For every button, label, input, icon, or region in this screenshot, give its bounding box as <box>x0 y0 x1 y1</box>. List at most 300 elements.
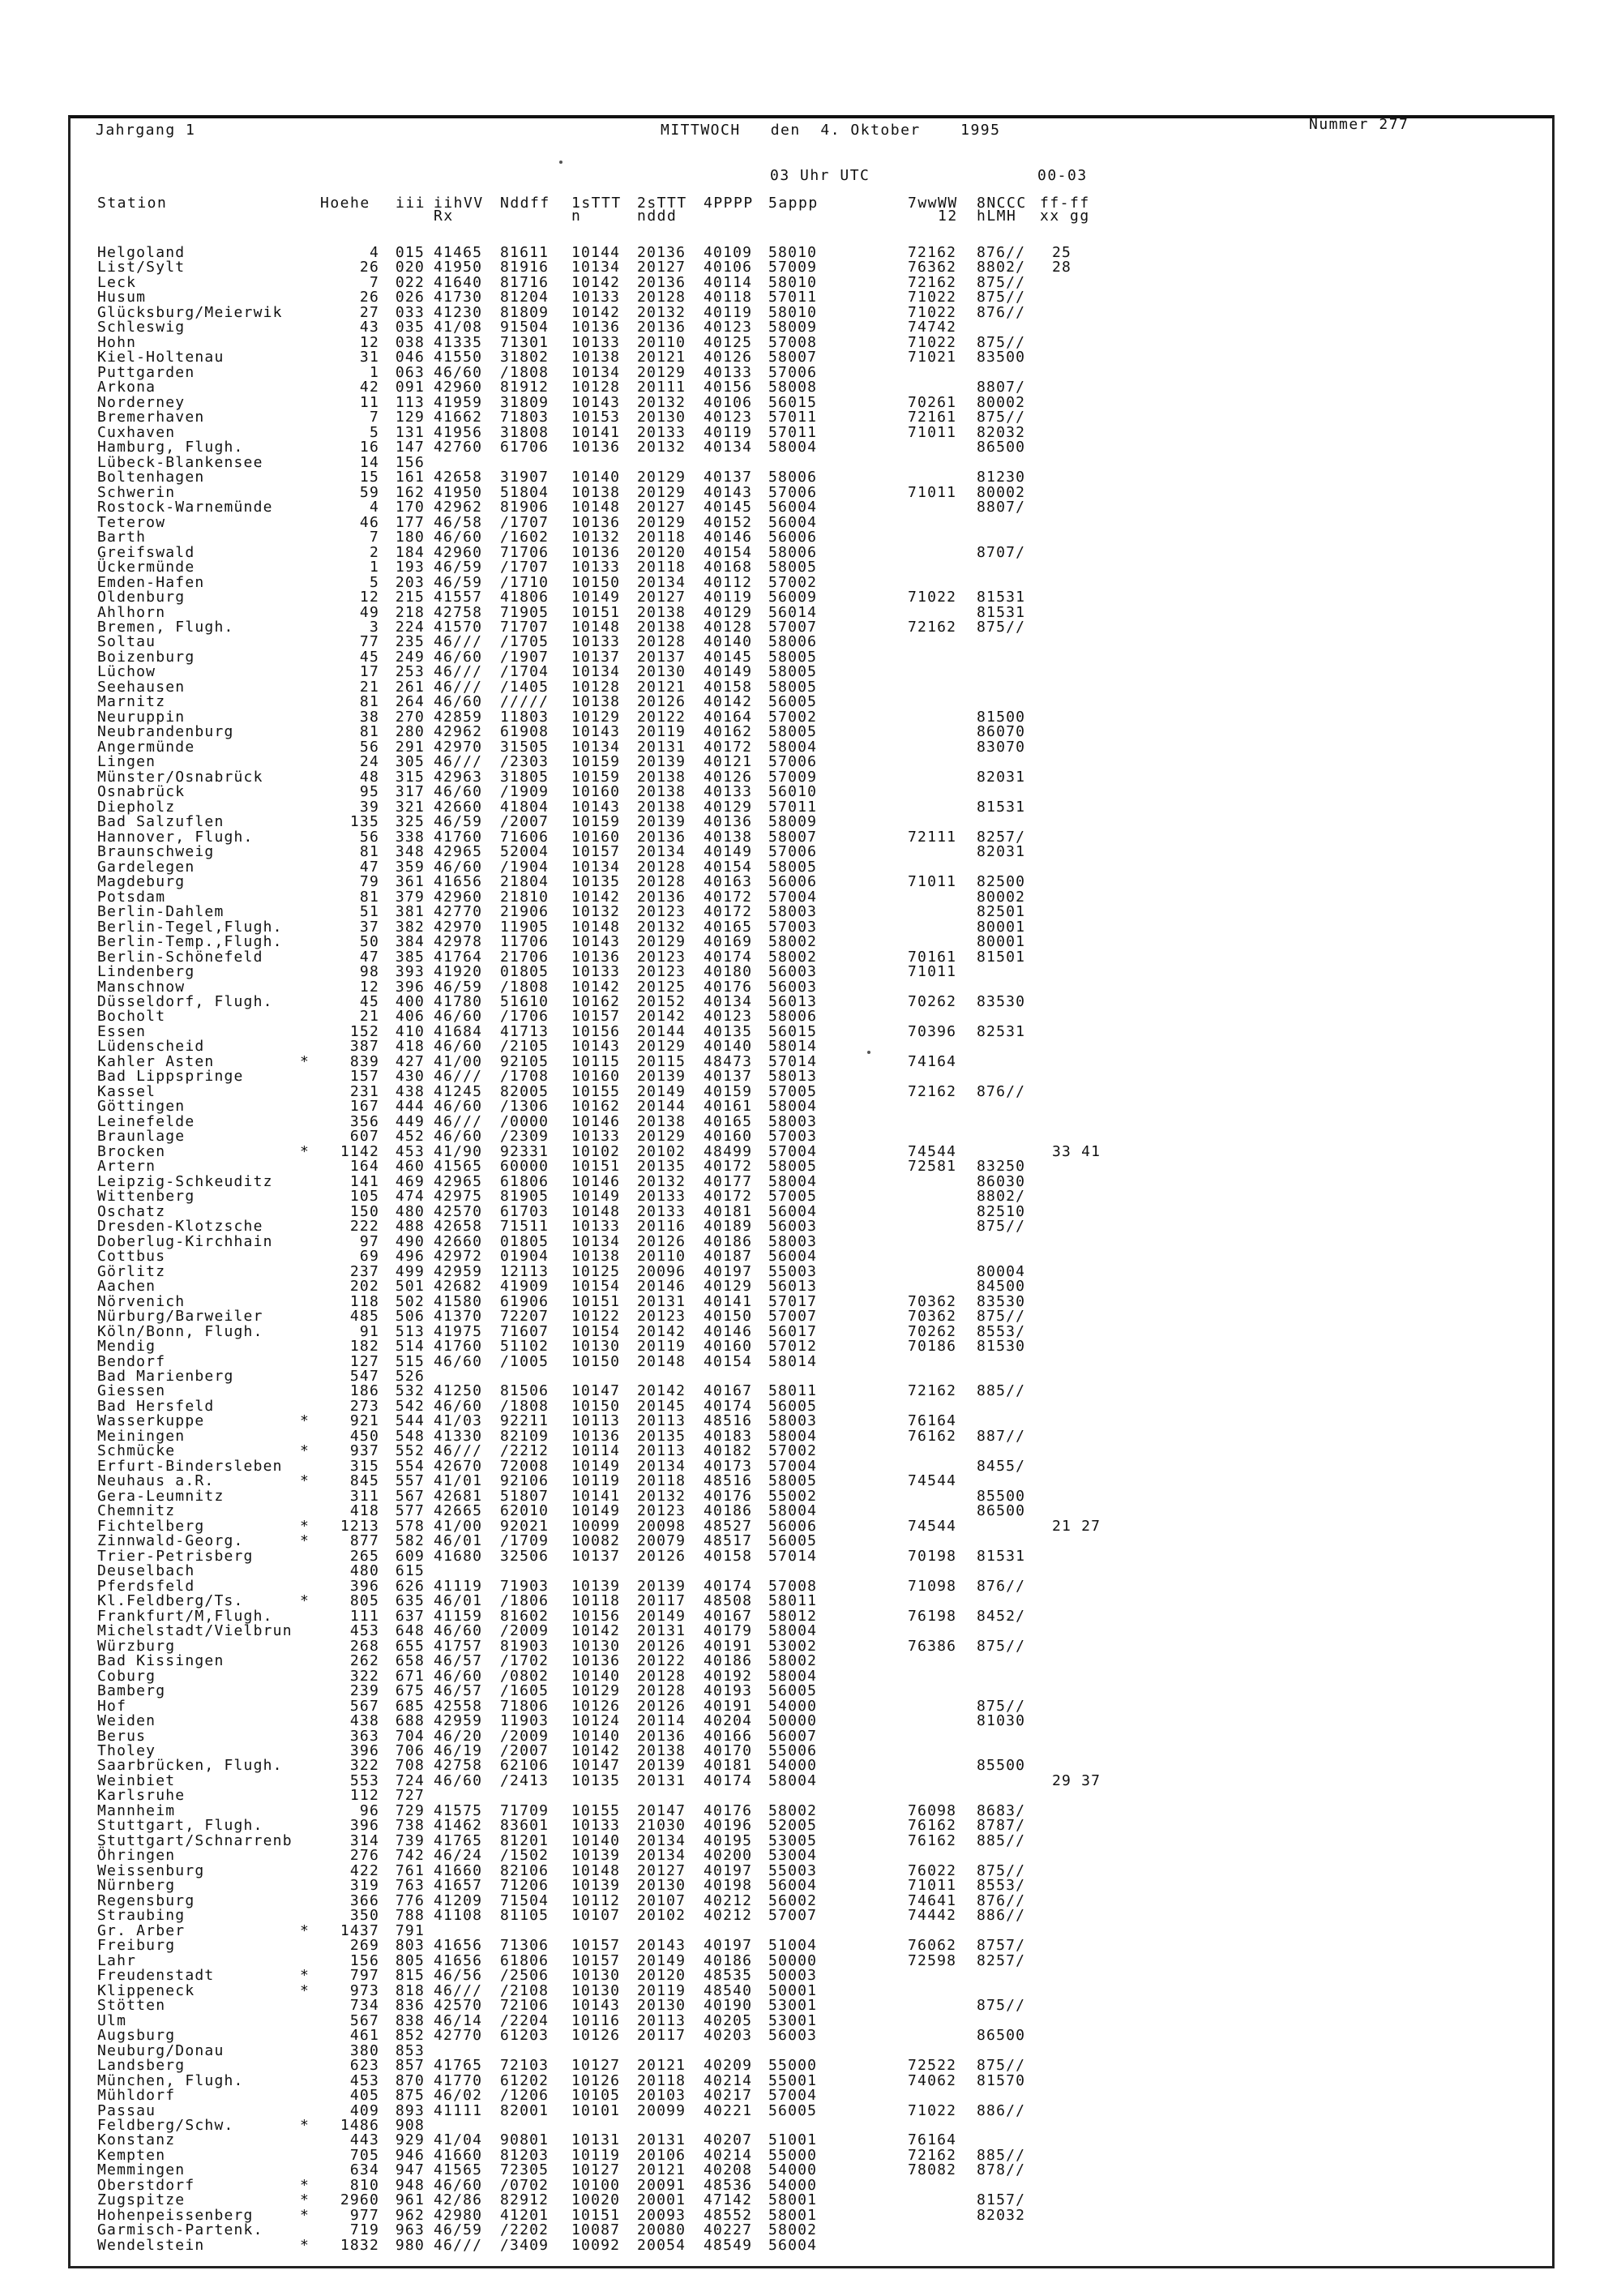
station-height: 3 <box>369 619 379 636</box>
group-5appp: 56007 <box>768 1727 818 1745</box>
group-1sttt: 10140 <box>571 1831 621 1849</box>
station-name: Kassel <box>97 1082 156 1100</box>
issue-number: Nummer 277 <box>1309 116 1409 133</box>
station-id: 317 <box>395 783 425 801</box>
group-1sttt: 10107 <box>571 1907 621 1925</box>
group-7wwww: 71022 <box>908 303 957 321</box>
station-id: 761 <box>395 1861 425 1879</box>
group-nddff: 71301 <box>500 333 550 351</box>
group-1sttt: 10146 <box>571 1172 621 1190</box>
group-4pppp: 40179 <box>704 1622 753 1640</box>
group-nddff: ///// <box>500 693 550 711</box>
group-1sttt: 10144 <box>571 244 621 261</box>
group-nddff: 72008 <box>500 1457 550 1475</box>
group-4pppp: 40125 <box>704 333 753 351</box>
group-2sttt: 20131 <box>637 1622 686 1640</box>
station-name: Oldenburg <box>97 589 186 606</box>
group-nddff: 82912 <box>500 2191 550 2209</box>
station-name: Berlin-Temp.,Flugh. <box>97 933 283 951</box>
group-5appp: 56005 <box>768 1682 818 1700</box>
station-id: 015 <box>395 244 425 261</box>
group-nddff: 01904 <box>500 1248 550 1266</box>
group-iihvv: 41920 <box>434 963 483 981</box>
group-7wwww: 70261 <box>908 393 957 411</box>
group-nddff: /1005 <box>500 1352 550 1370</box>
group-nddff: 51807 <box>500 1487 550 1505</box>
group-2sttt: 20130 <box>637 409 686 426</box>
station-id: 393 <box>395 963 425 981</box>
group-nddff: 61703 <box>500 1202 550 1220</box>
group-1sttt: 10099 <box>571 1517 621 1535</box>
group-iihvv: 41660 <box>434 2146 483 2164</box>
group-nddff: 81916 <box>500 259 550 276</box>
station-height: 11 <box>359 393 379 411</box>
group-8nccc: 875// <box>977 1218 1026 1236</box>
group-5appp: 57011 <box>768 423 818 441</box>
station-height: 797 <box>349 1967 379 1985</box>
group-8nccc: 86070 <box>977 723 1026 741</box>
group-7wwww: 72162 <box>908 244 957 261</box>
group-iihvv: 42959 <box>434 1262 483 1280</box>
group-iihvv: 41959 <box>434 393 483 411</box>
station-name: Lüchow <box>97 663 156 681</box>
group-iihvv: 46/// <box>434 2236 483 2254</box>
group-2sttt: 20142 <box>637 1322 686 1340</box>
group-iihvv: 41/01 <box>434 1472 483 1490</box>
group-8nccc: 81531 <box>977 1547 1026 1565</box>
group-7wwww: 71011 <box>908 423 957 441</box>
station-name: Hannover, Flugh. <box>97 828 254 846</box>
group-1sttt: 10092 <box>571 2236 621 2254</box>
station-name: Barth <box>97 529 147 546</box>
group-4pppp: 40165 <box>704 1112 753 1130</box>
group-5appp: 54000 <box>768 1757 818 1775</box>
station-name: Braunlage <box>97 1128 186 1146</box>
station-id: 046 <box>395 349 425 366</box>
group-5appp: 58013 <box>768 1068 818 1086</box>
group-4pppp: 40160 <box>704 1128 753 1146</box>
group-2sttt: 20134 <box>637 1457 686 1475</box>
group-nddff: /0000 <box>500 1112 550 1130</box>
group-5appp: 58001 <box>768 2191 818 2209</box>
group-4pppp: 40189 <box>704 1218 753 1236</box>
station-id: 224 <box>395 619 425 636</box>
col-nddff: Nddff <box>500 195 550 212</box>
group-5appp: 58012 <box>768 1607 818 1625</box>
group-5appp: 53002 <box>768 1637 818 1655</box>
col-1sttt: 1sTTT n <box>571 195 622 225</box>
group-2sttt: 20126 <box>637 693 686 711</box>
group-8nccc: 81531 <box>977 798 1026 816</box>
group-2sttt: 20110 <box>637 1248 686 1266</box>
group-iihvv: 42972 <box>434 1248 483 1266</box>
station-id: 474 <box>395 1188 425 1206</box>
group-4pppp: 40140 <box>704 633 753 651</box>
group-nddff: 72207 <box>500 1308 550 1326</box>
group-nddff: 61706 <box>500 439 550 456</box>
group-8nccc: 83070 <box>977 738 1026 756</box>
group-iihvv: 41550 <box>434 349 483 366</box>
group-5appp: 58006 <box>768 543 818 561</box>
group-1sttt: 10126 <box>571 2027 621 2045</box>
group-iihvv: 42758 <box>434 603 483 621</box>
station-height: 937 <box>349 1442 379 1460</box>
group-4pppp: 40214 <box>704 2071 753 2089</box>
station-name: Bad Hersfeld <box>97 1397 215 1415</box>
station-height: 186 <box>349 1382 379 1400</box>
station-name: Kl.Feldberg/Ts. <box>97 1592 244 1610</box>
station-height: 719 <box>349 2221 379 2239</box>
group-8nccc: 81501 <box>977 948 1026 966</box>
group-nddff: 51102 <box>500 1338 550 1356</box>
group-2sttt: 20126 <box>637 1637 686 1655</box>
group-iihvv: 42681 <box>434 1487 483 1505</box>
group-nddff: /1904 <box>500 858 550 876</box>
group-2sttt: 20132 <box>637 439 686 456</box>
station-id: 381 <box>395 903 425 921</box>
group-8nccc: 81530 <box>977 1338 1026 1356</box>
station-name: Greifswald <box>97 543 195 561</box>
group-5appp: 58003 <box>768 1112 818 1130</box>
station-name: Schmücke <box>97 1442 176 1460</box>
group-iihvv: 42965 <box>434 843 483 861</box>
group-4pppp: 40121 <box>704 753 753 771</box>
group-ff: 28 <box>1052 259 1072 276</box>
group-7wwww: 76062 <box>908 1937 957 1955</box>
station-height: 366 <box>349 1891 379 1909</box>
station-name: Nörvenich <box>97 1292 186 1310</box>
station-id: 410 <box>395 1022 425 1040</box>
group-1sttt: 10153 <box>571 409 621 426</box>
group-iihvv: 46/02 <box>434 2087 483 2105</box>
group-8nccc: 80002 <box>977 888 1026 906</box>
mountain-marker: * <box>300 2191 310 2209</box>
station-id: 033 <box>395 303 425 321</box>
group-5appp: 57007 <box>768 1308 818 1326</box>
group-nddff: 71607 <box>500 1322 550 1340</box>
station-height: 59 <box>359 483 379 501</box>
group-1sttt: 10133 <box>571 289 621 306</box>
group-2sttt: 20054 <box>637 2236 686 2254</box>
station-name: Wendelstein <box>97 2236 205 2254</box>
station-height: 81 <box>359 843 379 861</box>
group-nddff: 61906 <box>500 1292 550 1310</box>
group-1sttt: 10147 <box>571 1382 621 1400</box>
group-1sttt: 10143 <box>571 393 621 411</box>
station-id: 488 <box>395 1218 425 1236</box>
group-iihvv: 41956 <box>434 423 483 441</box>
group-7wwww: 71011 <box>908 483 957 501</box>
station-height: 4 <box>369 244 379 261</box>
group-nddff: /3409 <box>500 2236 550 2254</box>
station-name: Leinefelde <box>97 1112 195 1130</box>
station-id: 203 <box>395 573 425 591</box>
group-1sttt: 10156 <box>571 1607 621 1625</box>
group-5appp: 58004 <box>768 1427 818 1445</box>
group-iihvv: 42978 <box>434 933 483 951</box>
group-7wwww: 72162 <box>908 2146 957 2164</box>
group-nddff: 71707 <box>500 619 550 636</box>
station-id: 406 <box>395 1008 425 1026</box>
group-1sttt: 10160 <box>571 1068 621 1086</box>
group-iihvv: 42570 <box>434 1202 483 1220</box>
mountain-marker: * <box>300 1142 310 1160</box>
group-8nccc: 8553/ <box>977 1322 1026 1340</box>
station-id: 305 <box>395 753 425 771</box>
station-id: 557 <box>395 1472 425 1490</box>
station-name: Manschnow <box>97 978 186 996</box>
group-7wwww: 74164 <box>908 1052 957 1070</box>
station-name: Neubrandenburg <box>97 723 234 741</box>
station-name: Frankfurt/M,Flugh. <box>97 1607 273 1625</box>
station-id: 554 <box>395 1457 425 1475</box>
station-id: 325 <box>395 813 425 831</box>
group-iihvv: 42665 <box>434 1502 483 1520</box>
station-name: Glücksburg/Meierwik <box>97 303 283 321</box>
station-id: 609 <box>395 1547 425 1565</box>
group-2sttt: 20138 <box>637 783 686 801</box>
group-5appp: 57006 <box>768 753 818 771</box>
group-nddff: /1206 <box>500 2087 550 2105</box>
group-4pppp: 40134 <box>704 439 753 456</box>
group-nddff: /1605 <box>500 1682 550 1700</box>
group-2sttt: 20138 <box>637 798 686 816</box>
group-nddff: 41909 <box>500 1278 550 1296</box>
group-nddff: /2108 <box>500 1981 550 1999</box>
group-1sttt: 10119 <box>571 2146 621 2164</box>
group-2sttt: 20139 <box>637 753 686 771</box>
station-height: 37 <box>359 918 379 936</box>
group-7wwww: 74062 <box>908 2071 957 2089</box>
station-height: 26 <box>359 289 379 306</box>
station-id: 929 <box>395 2131 425 2149</box>
group-5appp: 56004 <box>768 499 818 516</box>
group-4pppp: 40156 <box>704 379 753 396</box>
station-name: Ulm <box>97 2011 127 2029</box>
group-1sttt: 10159 <box>571 753 621 771</box>
station-name: Stuttgart, Flugh. <box>97 1817 263 1835</box>
group-4pppp: 40176 <box>704 978 753 996</box>
station-id: 131 <box>395 423 425 441</box>
group-iihvv: 42660 <box>434 798 483 816</box>
station-name: Angermünde <box>97 738 195 756</box>
group-4pppp: 40137 <box>704 469 753 486</box>
station-height: 127 <box>349 1352 379 1370</box>
group-1sttt: 10154 <box>571 1322 621 1340</box>
station-height: 363 <box>349 1727 379 1745</box>
station-id: 384 <box>395 933 425 951</box>
group-2sttt: 20080 <box>637 2221 686 2239</box>
station-id: 129 <box>395 409 425 426</box>
station-height: 47 <box>359 858 379 876</box>
station-height: 311 <box>349 1487 379 1505</box>
station-name: Leck <box>97 273 137 291</box>
group-nddff: 41201 <box>500 2206 550 2224</box>
group-nddff: /1405 <box>500 678 550 696</box>
group-5appp: 58004 <box>768 1502 818 1520</box>
group-2sttt: 20138 <box>637 619 686 636</box>
group-nddff: 82005 <box>500 1082 550 1100</box>
station-name: Bad Salzuflen <box>97 813 225 831</box>
group-4pppp: 40145 <box>704 499 753 516</box>
group-5appp: 51001 <box>768 2131 818 2149</box>
group-4pppp: 40176 <box>704 1487 753 1505</box>
station-name: Regensburg <box>97 1891 195 1909</box>
group-2sttt: 20129 <box>637 1038 686 1056</box>
station-name: Saarbrücken, Flugh. <box>97 1757 283 1775</box>
group-1sttt: 10130 <box>571 1981 621 1999</box>
group-2sttt: 20119 <box>637 1338 686 1356</box>
station-name: Hohenpeissenberg <box>97 2206 254 2224</box>
group-nddff: 82109 <box>500 1427 550 1445</box>
station-name: Köln/Bonn, Flugh. <box>97 1322 263 1340</box>
group-1sttt: 10138 <box>571 1248 621 1266</box>
group-8nccc: 8683/ <box>977 1801 1026 1819</box>
station-name: Gardelegen <box>97 858 195 876</box>
station-height: 12 <box>359 333 379 351</box>
group-7wwww: 70161 <box>908 948 957 966</box>
col-station: Station <box>97 195 168 212</box>
group-8nccc: 8257/ <box>977 828 1026 846</box>
group-5appp: 50000 <box>768 1712 818 1730</box>
station-height: 380 <box>349 2041 379 2059</box>
group-5appp: 56015 <box>768 393 818 411</box>
group-5appp: 57004 <box>768 2087 818 2105</box>
group-8nccc: 886// <box>977 2101 1026 2119</box>
group-1sttt: 10148 <box>571 918 621 936</box>
group-iihvv: 46/60 <box>434 529 483 546</box>
group-2sttt: 20142 <box>637 1008 686 1026</box>
station-id: 836 <box>395 1997 425 2015</box>
group-4pppp: 40217 <box>704 2087 753 2105</box>
group-4pppp: 40181 <box>704 1757 753 1775</box>
group-5appp: 57017 <box>768 1292 818 1310</box>
station-height: 877 <box>349 1532 379 1550</box>
group-5appp: 56013 <box>768 1278 818 1296</box>
group-7wwww: 70186 <box>908 1338 957 1356</box>
group-nddff: 92021 <box>500 1517 550 1535</box>
group-iihvv: 46/24 <box>434 1847 483 1865</box>
group-2sttt: 20127 <box>637 499 686 516</box>
group-iihvv: 46/60 <box>434 1008 483 1026</box>
group-nddff: 72305 <box>500 2161 550 2179</box>
group-2sttt: 20130 <box>637 1877 686 1895</box>
group-iihvv: 41770 <box>434 2071 483 2089</box>
station-id: 147 <box>395 439 425 456</box>
group-2sttt: 20113 <box>637 1412 686 1430</box>
group-1sttt: 10142 <box>571 303 621 321</box>
group-2sttt: 20125 <box>637 978 686 996</box>
group-1sttt: 10134 <box>571 738 621 756</box>
group-1sttt: 10133 <box>571 1817 621 1835</box>
group-7wwww: 71021 <box>908 349 957 366</box>
group-4pppp: 40150 <box>704 1308 753 1326</box>
group-2sttt: 20128 <box>637 289 686 306</box>
group-nddff: 51610 <box>500 993 550 1010</box>
group-2sttt: 20133 <box>637 1202 686 1220</box>
station-name: Diepholz <box>97 798 176 816</box>
group-nddff: /1306 <box>500 1098 550 1116</box>
group-2sttt: 20136 <box>637 1727 686 1745</box>
group-5appp: 58004 <box>768 1622 818 1640</box>
station-id: 385 <box>395 948 425 966</box>
station-height: 48 <box>359 768 379 786</box>
station-name: Wittenberg <box>97 1188 195 1206</box>
group-1sttt: 10149 <box>571 1502 621 1520</box>
group-4pppp: 40126 <box>704 349 753 366</box>
group-2sttt: 20128 <box>637 633 686 651</box>
station-id: 515 <box>395 1352 425 1370</box>
station-name: Memmingen <box>97 2161 186 2179</box>
group-nddff: 71803 <box>500 409 550 426</box>
group-nddff: /1602 <box>500 529 550 546</box>
group-iihvv: 41/08 <box>434 319 483 336</box>
group-4pppp: 40149 <box>704 663 753 681</box>
group-iihvv: 41760 <box>434 828 483 846</box>
group-5appp: 58003 <box>768 1412 818 1430</box>
group-ff: 29 37 <box>1052 1771 1101 1789</box>
station-id: 815 <box>395 1967 425 1985</box>
group-1sttt: 10137 <box>571 648 621 666</box>
group-4pppp: 40221 <box>704 2101 753 2119</box>
station-height: 2 <box>369 543 379 561</box>
station-height: 96 <box>359 1801 379 1819</box>
station-name: Bad Marienberg <box>97 1368 234 1385</box>
group-7wwww: 76164 <box>908 2131 957 2149</box>
group-7wwww: 76162 <box>908 1831 957 1849</box>
station-name: Passau <box>97 2101 156 2119</box>
group-iihvv: 41657 <box>434 1877 483 1895</box>
group-2sttt: 20130 <box>637 1997 686 2015</box>
group-1sttt: 10139 <box>571 1877 621 1895</box>
group-4pppp: 40190 <box>704 1997 753 2015</box>
group-iihvv: 42770 <box>434 903 483 921</box>
group-7wwww: 71011 <box>908 963 957 981</box>
group-2sttt: 20132 <box>637 1172 686 1190</box>
group-2sttt: 20113 <box>637 2011 686 2029</box>
station-id: 648 <box>395 1622 425 1640</box>
group-7wwww: 72111 <box>908 828 957 846</box>
station-height: 239 <box>349 1682 379 1700</box>
station-height: 46 <box>359 513 379 531</box>
station-name: Norderney <box>97 393 186 411</box>
group-1sttt: 10148 <box>571 1861 621 1879</box>
group-nddff: /2007 <box>500 813 550 831</box>
group-nddff: 21906 <box>500 903 550 921</box>
station-id: 452 <box>395 1128 425 1146</box>
group-5appp: 56003 <box>768 2027 818 2045</box>
station-name: Potsdam <box>97 888 166 906</box>
group-5appp: 58002 <box>768 2221 818 2239</box>
station-name: Leipzig-Schkeuditz <box>97 1172 273 1190</box>
group-4pppp: 40112 <box>704 573 753 591</box>
group-8nccc: 875// <box>977 1637 1026 1655</box>
group-4pppp: 40212 <box>704 1891 753 1909</box>
group-2sttt: 20152 <box>637 993 686 1010</box>
station-height: 567 <box>349 1697 379 1715</box>
group-4pppp: 40114 <box>704 273 753 291</box>
group-1sttt: 10149 <box>571 1457 621 1475</box>
group-4pppp: 40154 <box>704 543 753 561</box>
group-1sttt: 10151 <box>571 1158 621 1176</box>
group-8nccc: 82031 <box>977 843 1026 861</box>
station-id: 635 <box>395 1592 425 1610</box>
station-id: 727 <box>395 1787 425 1805</box>
group-1sttt: 10135 <box>571 1771 621 1789</box>
station-height: 269 <box>349 1937 379 1955</box>
station-id: 264 <box>395 693 425 711</box>
station-name: Osnabrück <box>97 783 186 801</box>
